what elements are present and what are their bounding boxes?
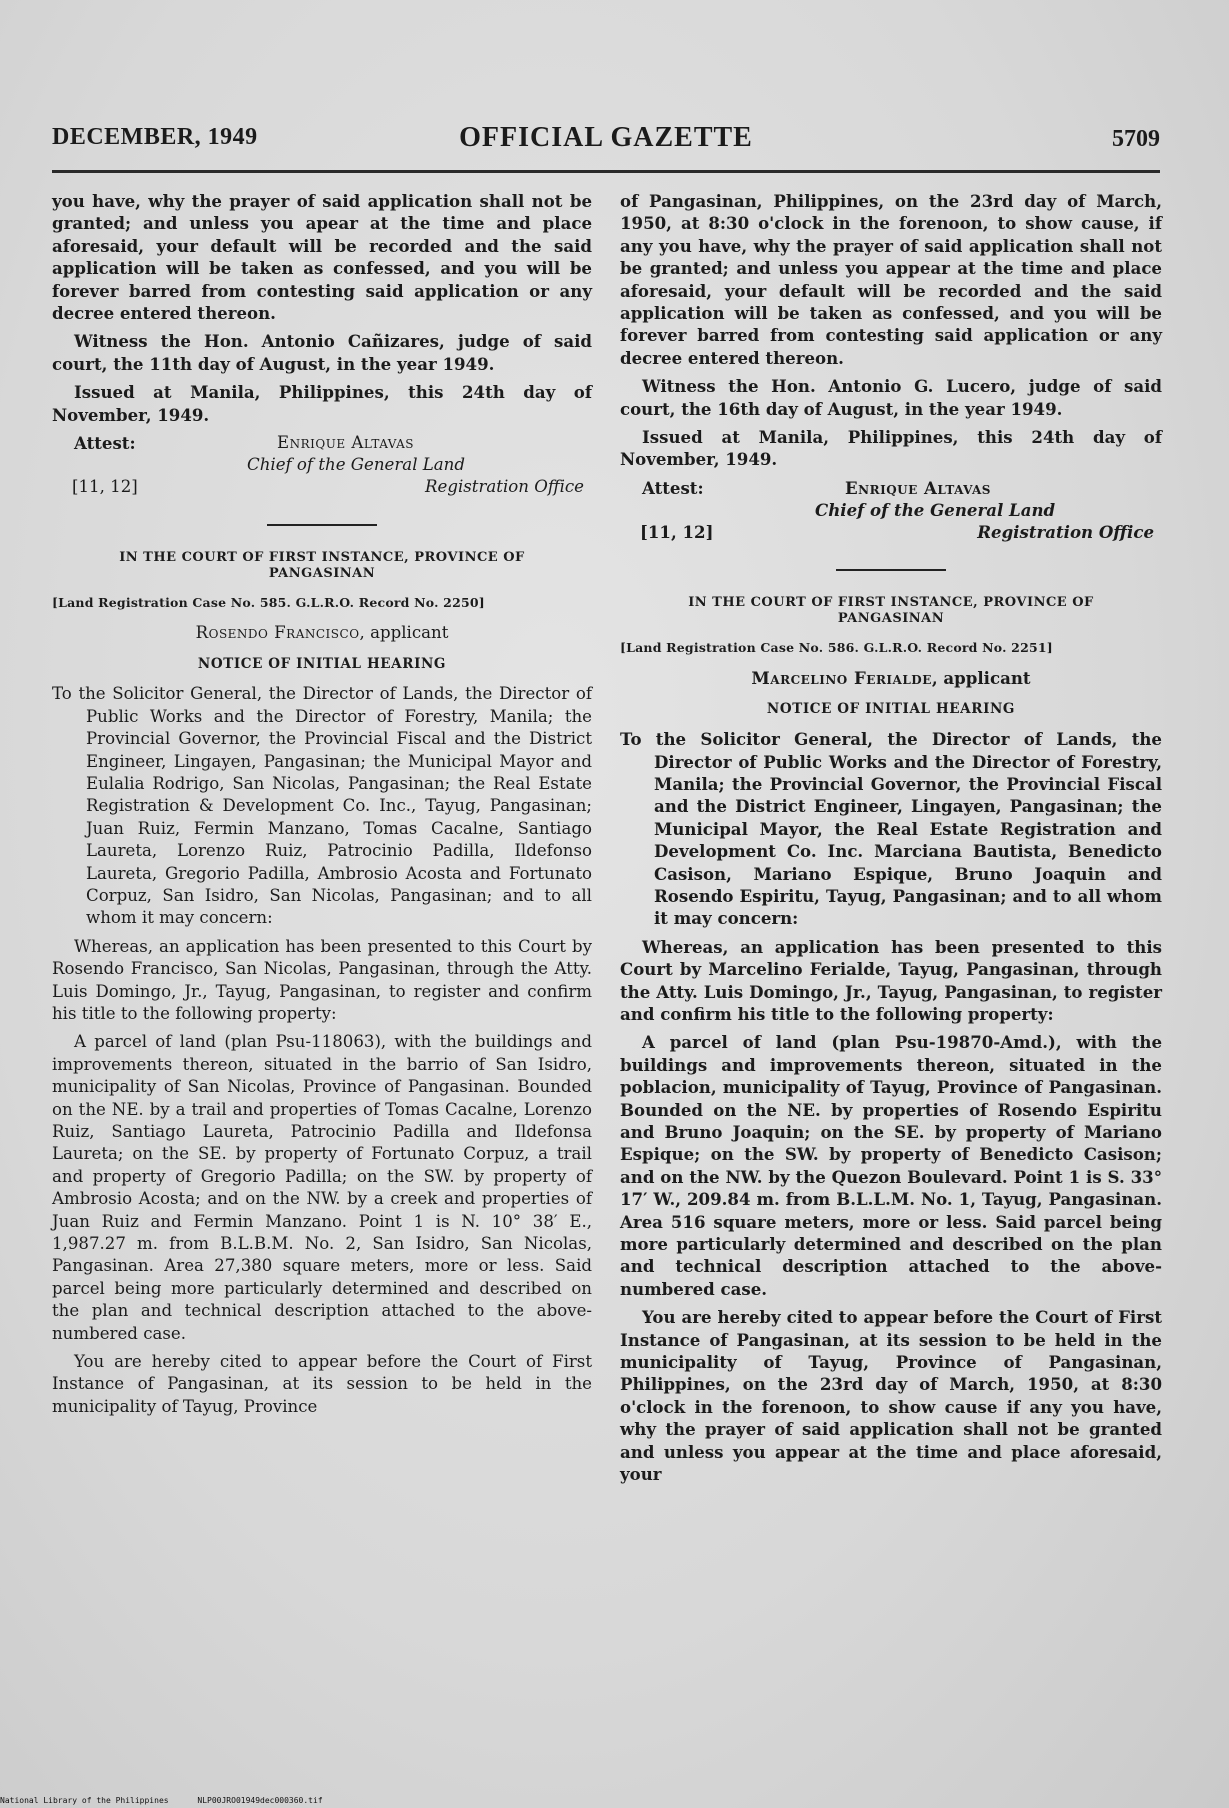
- addressees-paragraph: To the Solicitor General, the Director of Lands, the Director of Public Works and the Director of Forestry, Manila; the Provincial Governor, the Provincial Fiscal and the District Engineer, Lingayen, Pangasinan; the Municipal Mayor and Eulalia Rodrigo, San Nicolas, Pangasinan; the Real Estate Registration & Development Co. Inc., Tayug, Pangasinan; Juan Ruiz, Fermin Manzano, Tomas Cacalne, Santiago Laureta, Lorenzo Ruiz, Patrocinio Padilla, Ildefonso Laureta, Gregorio Padilla, Ambrosio Acosta and Fortunato Corpuz, San Isidro, San Nicolas, Pangasinan; and to all whom it may concern:: [52, 684, 592, 928]
- applicant-name: Rosendo Francisco: [195, 623, 360, 643]
- right-witness-paragraph: Witness the Hon. Antonio G. Lucero, judge of said court, the 16th day of August, in the year 1949.: [620, 376, 1162, 419]
- right-issued-paragraph: Issued at Manila, Philippines, this 24th day of November, 1949.: [620, 427, 1162, 470]
- parcel-paragraph: A parcel of land (plan Psu-19870-Amd.), with the buildings and improvements thereon, situated in the poblacion, municipality of Tayug, Province of Pangasinan. Bounded on the NE. by properties of Rosendo Espiritu and Bruno Joaquin; on the SE. by property of Mariano Espique; on the SW. by property of Benedicto Casison; and on the NW. by the Quezon Boulevard. Point 1 is S. 33° 17′ W., 209.84 m. from B.L.L.M. No. 1, Tayug, Pangasinan. Area 516 square meters, more or less. Said parcel being more particularly determined and described on the plan and technical description attached to the above-numbered case.: [620, 1032, 1162, 1299]
- cited-paragraph: You are hereby cited to appear before the Court of First Instance of Pangasinan, at its session to be held in the municipality of Tayug, Province of Pangasinan, Philippines, on the 23rd day of March, 1950, at 8:30 o'clock in the forenoon, to show cause if any you have, why the prayer of said application shall not be granted and unless you appear at the time and place aforesaid, your: [620, 1307, 1162, 1485]
- court-heading: IN THE COURT OF FIRST INSTANCE, PROVINCE OF PANGASINAN: [119, 550, 525, 582]
- whereas-paragraph: Whereas, an application has been presented to this Court by Marcelino Ferialde, Tayug, Pangasinan, through the Atty. Luis Domingo, Jr., Tayug, Pangasinan, to register and confirm his title to the following property:: [620, 936, 1162, 1024]
- notice-heading: NOTICE OF INITIAL HEARING: [766, 700, 1016, 717]
- left-issued-paragraph: Issued at Manila, Philippines, this 24th day of November, 1949.: [52, 382, 592, 425]
- applicant-suffix: , applicant: [931, 668, 1031, 689]
- footer-library: National Library of the Philippines: [0, 1796, 169, 1805]
- page-header: [52, 124, 1160, 160]
- applicant-line: [52, 622, 592, 644]
- case-record-line: [Land Registration Case No. 586. G.L.R.O. Record No. 2251]: [620, 639, 1053, 655]
- court-heading: IN THE COURT OF FIRST INSTANCE, PROVINCE OF PANGASINAN: [688, 594, 1094, 626]
- footer-filename: NLP00JRO01949dec000360.tif: [197, 1796, 323, 1805]
- header-date: DECEMBER, 1949: [52, 124, 258, 150]
- header-rule: [52, 170, 1160, 173]
- left-attest-block: [52, 432, 592, 502]
- cited-paragraph: You are hereby cited to appear before the Court of First Instance of Pangasinan, at its session to be held in the municipality of Tayug, Province: [52, 1352, 592, 1416]
- attest-name: Enrique Altavas: [277, 433, 415, 453]
- right-attest-block: [620, 477, 1162, 547]
- header-page-number: 5709: [1112, 126, 1160, 152]
- right-column: [620, 190, 1162, 1492]
- attest-label: Attest:: [642, 477, 704, 498]
- parcel-paragraph: A parcel of land (plan Psu-118063), with the buildings and improvements thereon, situated in the barrio of San Isidro, municipality of San Nicolas, Province of Pangasinan. Bounded on the NE. by a trail and properties of Tomas Cacalne, Lorenzo Ruiz, Santiago Laureta, Patrocinio Padilla and Ildefonsa Laureta; on the SE. by property of Fortunato Corpuz, a trail and property of Gregorio Padilla; on the SW. by property of Ambrosio Acosta; and on the NW. by a creek and properties of Juan Ruiz and Fermin Manzano. Point 1 is N. 10° 38′ E., 1,987.27 m. from B.L.B.M. No. 2, San Isidro, San Nicolas, Pangasinan. Area 27,380 square meters, more or less. Said parcel being more particularly determined and described on the plan and technical description attached to the above-numbered case.: [52, 1032, 592, 1343]
- notice-heading: NOTICE OF INITIAL HEARING: [197, 655, 447, 672]
- applicant-line: [620, 667, 1162, 689]
- section-divider: [836, 569, 946, 571]
- left-continued-paragraph: you have, why the prayer of said application shall not be granted; and unless you apear at the time and place aforesaid, your default will be recorded and the said application will be taken as confessed, and you will be forever barred from contesting said application or any decree entered thereon.: [52, 191, 592, 324]
- case-record-line: [Land Registration Case No. 585. G.L.R.O. Record No. 2250]: [52, 595, 485, 611]
- attest-reference: [11, 12]: [72, 477, 138, 497]
- whereas-paragraph: Whereas, an application has been presented to this Court by Rosendo Francisco, San Nicolas, Pangasinan, through the Atty. Luis Domingo, Jr., Tayug, Pangasinan, to register and confirm his title to the following property:: [52, 936, 592, 1023]
- header-title: OFFICIAL GAZETTE: [459, 122, 753, 153]
- attest-title-line-1: Chief of the General Land: [815, 499, 1056, 520]
- applicant-name: Marcelino Ferialde: [751, 668, 932, 689]
- section-divider: [267, 524, 377, 526]
- right-continued-paragraph: of Pangasinan, Philippines, on the 23rd day of March, 1950, at 8:30 o'clock in the forenoon, to show cause, if any you have, why the prayer of said application shall not be granted; and unless you appear at the time and place aforesaid, your default will be recorded and the said application will be taken as confessed, and you will be forever barred from contesting said application or any decree entered thereon.: [620, 191, 1162, 368]
- attest-title-line-1: Chief of the General Land: [247, 455, 465, 475]
- attest-title-line-2: Registration Office: [977, 521, 1154, 542]
- attest-title-line-2: Registration Office: [425, 477, 584, 497]
- applicant-suffix: , applicant: [359, 623, 449, 643]
- left-column: [52, 190, 592, 1424]
- attest-label: Attest:: [74, 433, 136, 454]
- addressees-paragraph: To the Solicitor General, the Director of Lands, the Director of Public Works and the Director of Forestry, Manila; the Provincial Governor, the Provincial Fiscal and the District Engineer, Lingayen, Pangasinan; the Municipal Mayor, the Real Estate Registration and Development Co. Inc. Marciana Bautista, Benedicto Casison, Mariano Espique, Bruno Joaquin and Rosendo Espiritu, Tayug, Pangasinan; and to all whom it may concern:: [620, 729, 1162, 929]
- left-witness-paragraph: Witness the Hon. Antonio Cañizares, judge of said court, the 11th day of August, in the year 1949.: [52, 331, 592, 374]
- attest-name: Enrique Altavas: [845, 477, 991, 498]
- attest-reference: [11, 12]: [640, 521, 714, 542]
- scan-footer: [0, 1796, 347, 1805]
